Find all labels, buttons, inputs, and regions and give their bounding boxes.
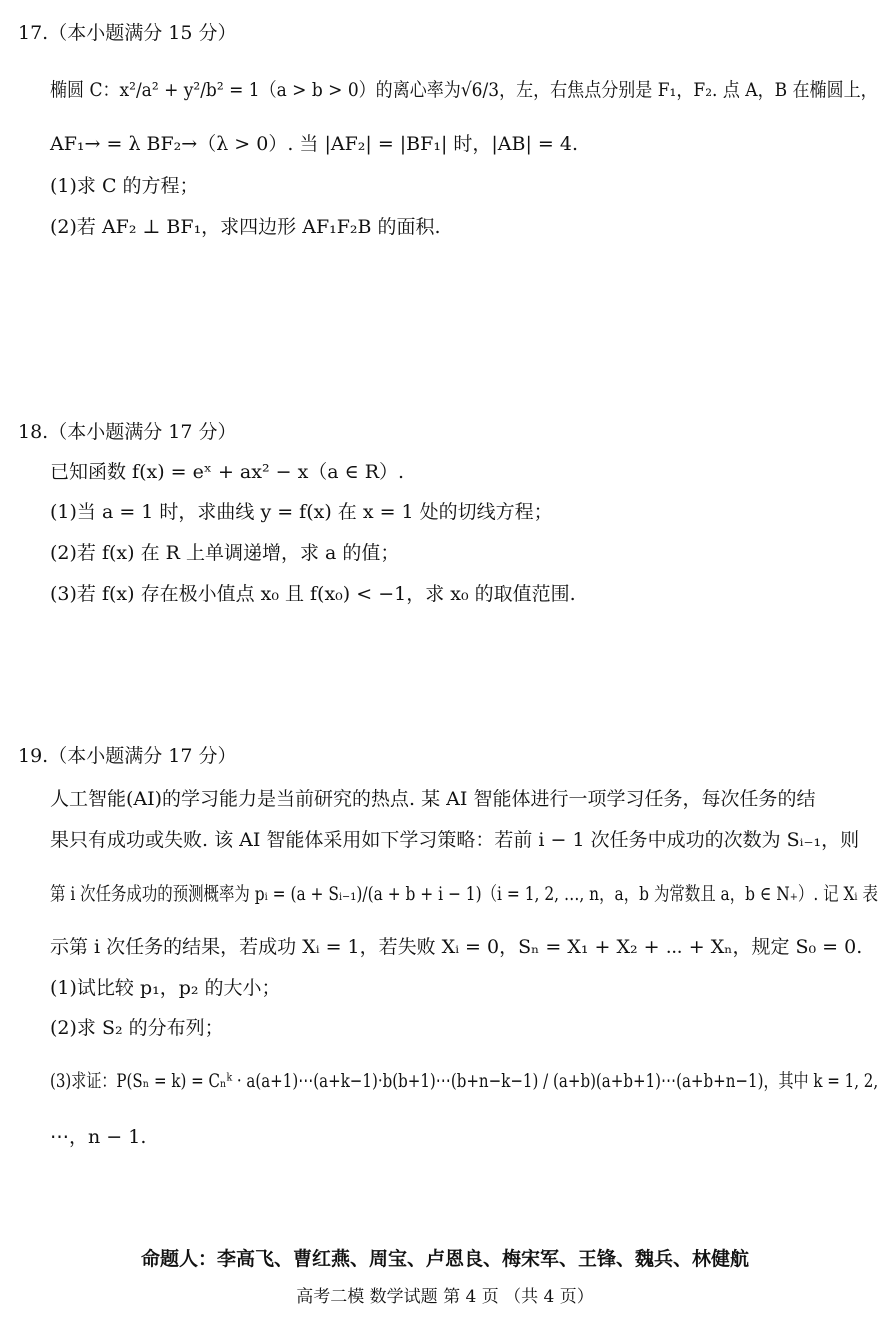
q18-line1: 已知函数 f(x) = eˣ + ax² − x（a ∈ R）. xyxy=(50,461,405,483)
q19-part3-line1: (3)求证：P(Sₙ = k) = Cₙᵏ · a(a+1)⋯(a+k−1)·b(b+1)⋯(b+n−k−1) / (a+b)(a+b+1)⋯(a+b+n−1)，其中 k = 1, 2, xyxy=(50,1070,879,1092)
q19-part2: (2)求 S₂ 的分布列； xyxy=(50,1017,224,1039)
q19-part3-line2: ⋯，n − 1. xyxy=(50,1126,147,1148)
q18-header: 18.（本小题满分 17 分） xyxy=(18,421,237,443)
q18-part2: (2)若 f(x) 在 R 上单调递增，求 a 的值； xyxy=(50,542,400,564)
q19-line4: 示第 i 次任务的结果，若成功 Xᵢ = 1，若失败 Xᵢ = 0，Sₙ = X₁ + X₂ + ⋯ + Xₙ，规定 S₀ = 0. xyxy=(50,936,863,958)
q19-line2: 果只有成功或失败. 该 AI 智能体采用如下学习策略：若前 i − 1 次任务中成功的次数为 Sᵢ₋₁，则 xyxy=(50,829,860,851)
author-credits: 命题人：李高飞、曹红燕、周宝、卢恩良、梅宋军、王锋、魏兵、林健航 xyxy=(140,1248,749,1270)
q17-header: 17.（本小题满分 15 分） xyxy=(18,22,237,44)
q17-part2: (2)若 AF₂ ⊥ BF₁，求四边形 AF₁F₂B 的面积. xyxy=(50,216,441,238)
q18-part1: (1)当 a = 1 时，求曲线 y = f(x) 在 x = 1 处的切线方程； xyxy=(50,501,553,523)
q17-part1: (1)求 C 的方程； xyxy=(50,175,199,197)
q19-line3: 第 i 次任务成功的预测概率为 pᵢ = (a + Sᵢ₋₁)/(a + b + i − 1)（i = 1, 2, …, n，a，b 为常数且 a，b ∈ N₊）. 记 Xᵢ 表 xyxy=(50,883,878,905)
page-number: 高考二模 数学试题 第 4 页 （共 4 页） xyxy=(296,1287,594,1307)
q18-part3: (3)若 f(x) 存在极小值点 x₀ 且 f(x₀) < −1，求 x₀ 的取值范围. xyxy=(50,583,576,605)
q19-header: 19.（本小题满分 17 分） xyxy=(18,745,237,767)
q19-part1: (1)试比较 p₁，p₂ 的大小； xyxy=(50,977,281,999)
q17-line1: 椭圆 C：x²/a² + y²/b² = 1（a > b > 0）的离心率为√6/3，左，右焦点分别是 F₁，F₂. 点 A，B 在椭圆上， xyxy=(50,79,878,101)
q17-line2: AF₁→ = λ BF₂→（λ > 0）. 当 |AF₂| = |BF₁| 时，|AB| = 4. xyxy=(50,133,578,155)
q19-line1: 人工智能(AI)的学习能力是当前研究的热点. 某 AI 智能体进行一项学习任务，每次任务的结 xyxy=(50,788,816,810)
